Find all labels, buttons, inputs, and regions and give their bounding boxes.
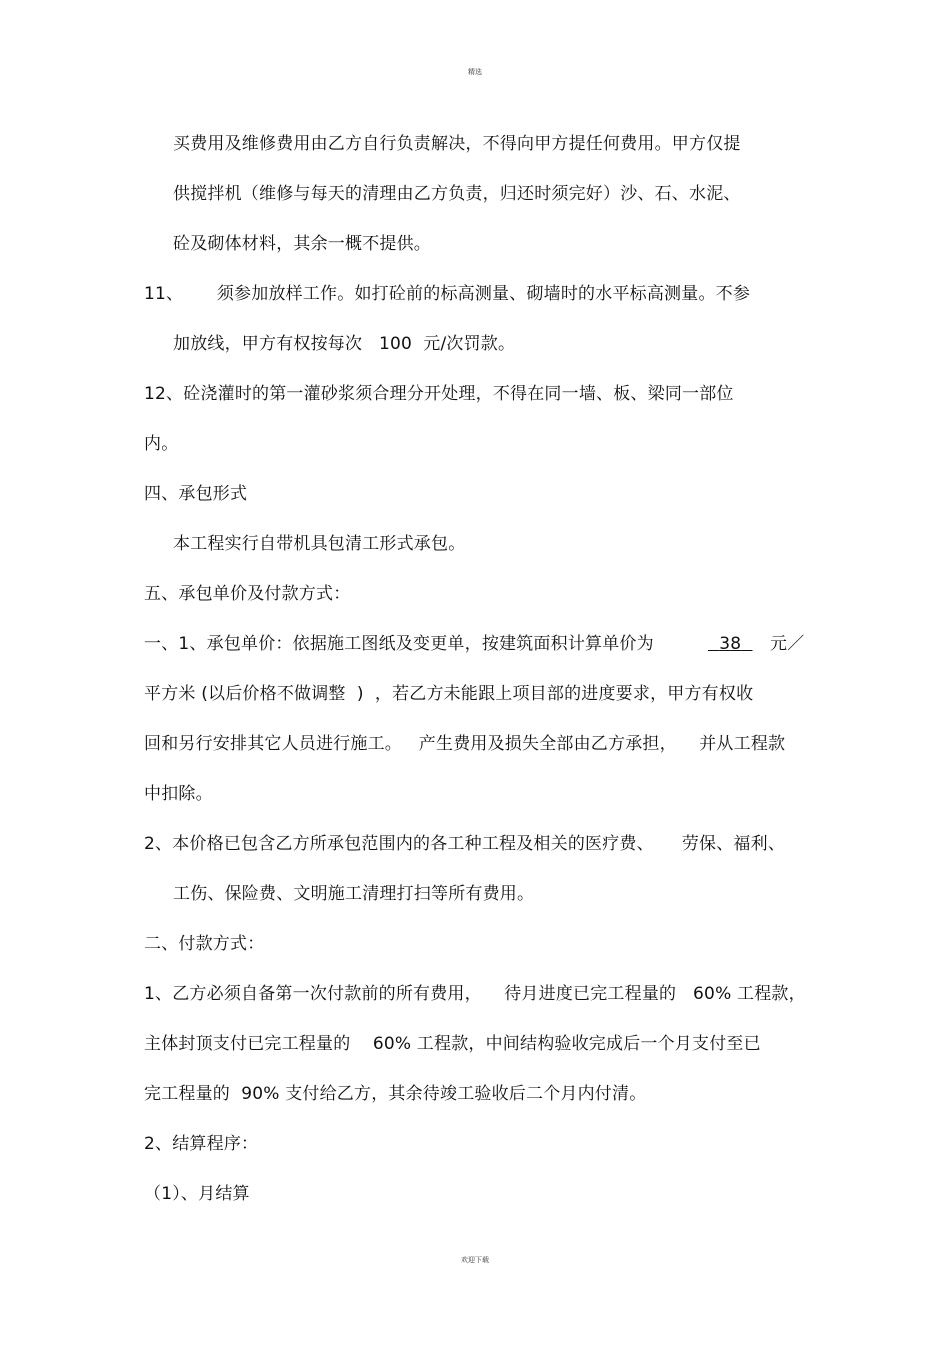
section-heading-5: 五、承包单价及付款方式： — [144, 584, 351, 604]
paragraph-line: 中扣除。 — [144, 784, 213, 804]
page-footer: 欢迎下载 — [461, 1256, 489, 1264]
section-heading-settlement: 2、结算程序： — [144, 1134, 259, 1154]
clause-11-line: 11、 须参加放样工作。如打砼前的标高测量、砌墙时的水平标高测量。不参 — [144, 284, 751, 304]
unit-price-unit: 元／ — [770, 634, 805, 654]
paragraph-line: （1）、月结算 — [144, 1184, 250, 1204]
unit-price-line: 一、1、承包单价：依据施工图纸及变更单，按建筑面积计算单价为 — [144, 634, 654, 654]
paragraph-line: 内。 — [144, 434, 179, 454]
paragraph-line: 完工程量的 90% 支付给乙方，其余待竣工验收后二个月内付清。 — [144, 1084, 647, 1104]
paragraph-line: 砼及砌体材料，其余一概不提供。 — [173, 234, 431, 254]
paragraph-line: 工伤、保险费、文明施工清理打扫等所有费用。 — [173, 884, 535, 904]
paragraph-line: 平方米 (以后价格不做调整 ) ，若乙方未能跟上项目部的进度要求，甲方有权收 — [144, 684, 754, 704]
page-header: 精选 — [468, 68, 482, 76]
paragraph-line: 供搅拌机（维修与每天的清理由乙方负责，归还时须完好）沙、石、水泥、 — [173, 184, 741, 204]
clause-12-line: 12、砼浇灌时的第一灌砂浆须合理分开处理，不得在同一墙、板、梁同一部位 — [144, 384, 734, 404]
paragraph-line: 1、乙方必须自备第一次付款前的所有费用， 待月进度已完工程量的 60% 工程款， — [144, 984, 806, 1004]
paragraph-line: 2、本价格已包含乙方所承包范围内的各工种工程及相关的医疗费、 劳保、福利、 — [144, 834, 786, 854]
section-heading-payment: 二、付款方式： — [144, 934, 265, 954]
unit-price-value: 38 — [719, 634, 742, 654]
paragraph-line: 回和另行安排其它人员进行施工。 产生费用及损失全部由乙方承担， 并从工程款 — [144, 734, 786, 754]
section-heading-4: 四、承包形式 — [144, 484, 248, 504]
paragraph-line: 本工程实行自带机具包清工形式承包。 — [173, 534, 466, 554]
paragraph-line: 主体封顶支付已完工程量的 60% 工程款，中间结构验收完成后一个月支付至已 — [144, 1034, 761, 1054]
paragraph-line: 加放线，甲方有权按每次 100 元/次罚款。 — [173, 334, 516, 354]
paragraph-line: 买费用及维修费用由乙方自行负责解决，不得向甲方提任何费用。甲方仅提 — [173, 134, 741, 154]
